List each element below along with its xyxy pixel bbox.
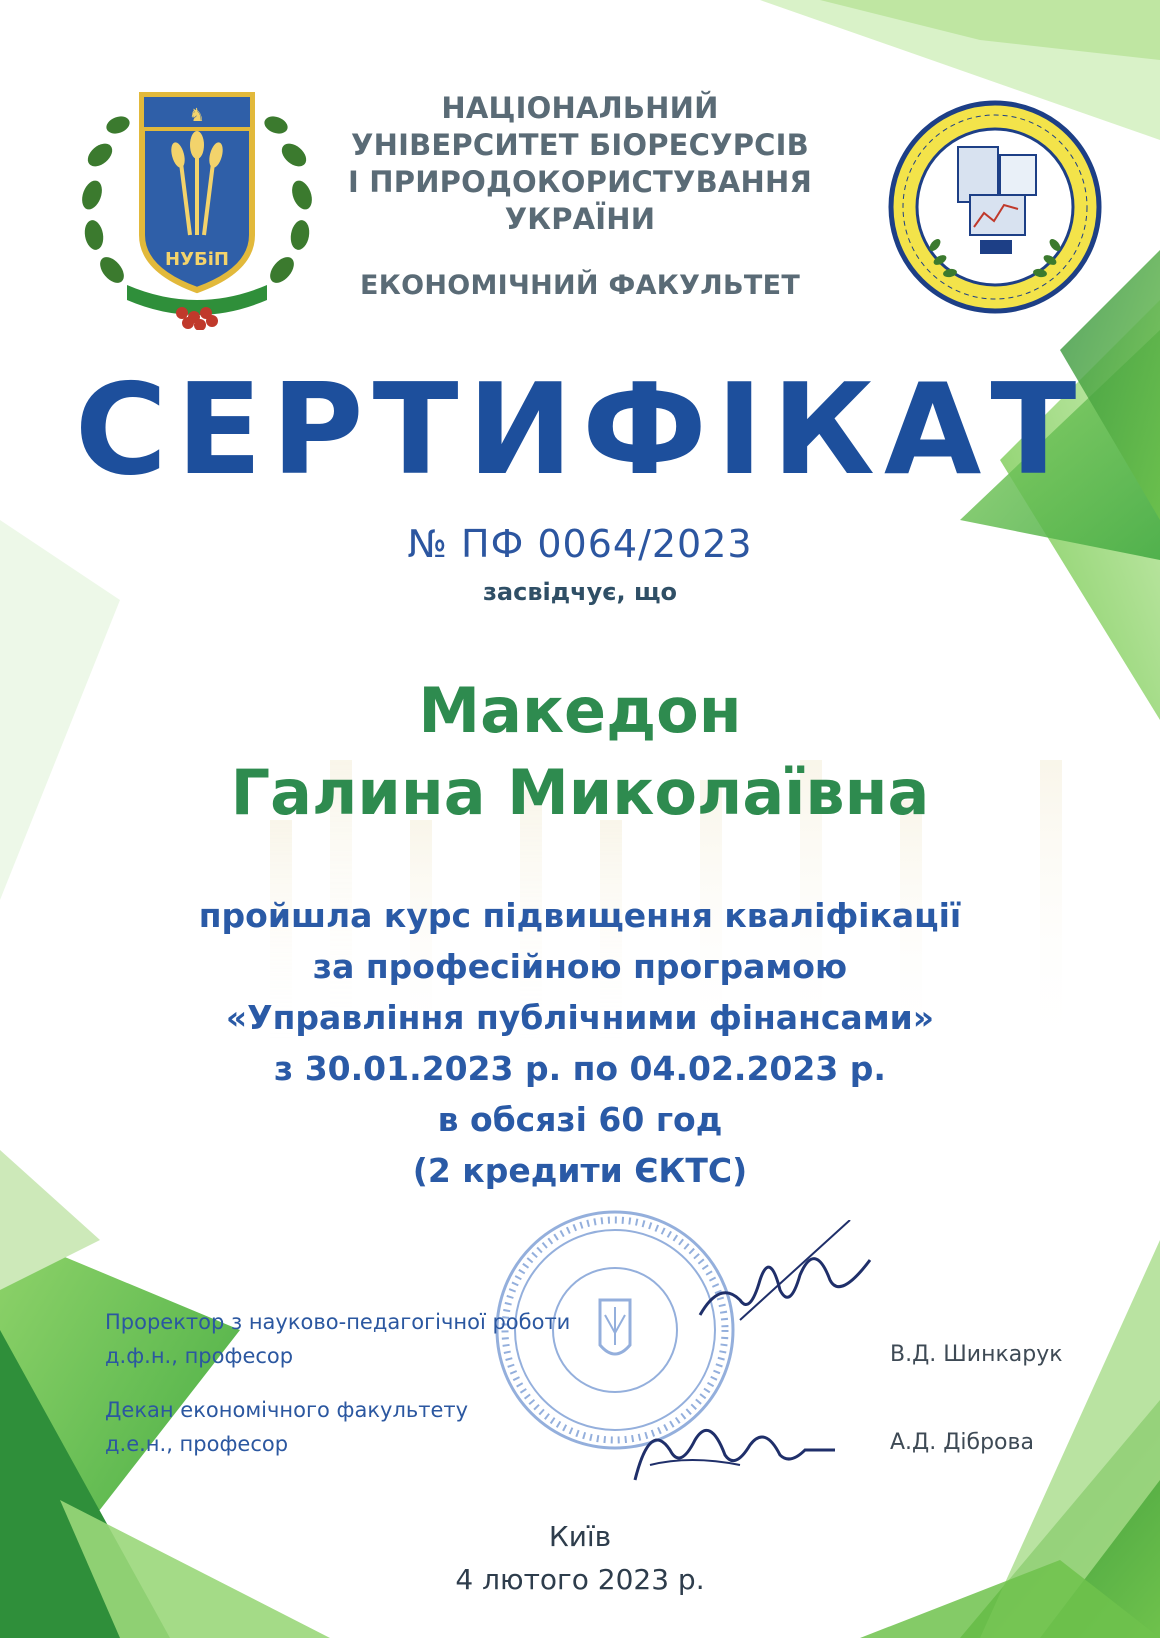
vice-rector-title: Проректор з науково-педагогічної роботи <box>105 1310 571 1334</box>
faculty-emblem-icon <box>880 95 1110 320</box>
university-line: НАЦІОНАЛЬНИЙ <box>441 91 719 125</box>
course-line: з 30.01.2023 р. по 04.02.2023 р. <box>274 1049 886 1088</box>
dean-name: А.Д. Діброва <box>890 1430 1034 1455</box>
recipient-surname: Македон <box>418 674 742 747</box>
dean-title: Декан економічного факультету <box>105 1398 469 1422</box>
course-description <box>0 890 1160 1196</box>
signature-dean <box>630 1410 840 1490</box>
signatory-titles <box>105 1305 570 1481</box>
faculty-name: ЕКОНОМІЧНИЙ ФАКУЛЬТЕТ <box>359 270 801 301</box>
signatory-names <box>890 1338 1063 1460</box>
recipient-given-names: Галина Миколаївна <box>230 756 930 829</box>
university-line: УКРАЇНИ <box>504 202 656 236</box>
university-line: І ПРИРОДОКОРИСТУВАННЯ <box>348 165 812 199</box>
university-name <box>300 90 860 238</box>
logo-abbreviation: НУБіП <box>165 249 229 270</box>
vice-rector-degree: д.ф.н., професор <box>105 1344 294 1368</box>
issue-date: 4 лютого 2023 р. <box>455 1563 705 1596</box>
certificate-title: СЕРТИФІКАТ <box>74 356 1086 503</box>
recipient-name <box>0 670 1160 834</box>
issue-city: Київ <box>548 1520 612 1553</box>
dean-degree: д.е.н., професор <box>105 1432 289 1456</box>
signature-vice-rector <box>680 1220 880 1330</box>
vice-rector-name: В.Д. Шинкарук <box>890 1342 1063 1367</box>
course-line: пройшла курс підвищення кваліфікації <box>198 896 962 935</box>
course-line: «Управління публічними фінансами» <box>225 998 935 1037</box>
issue-place-date <box>0 1515 1160 1601</box>
course-line: за професійною програмою <box>312 947 848 986</box>
certificate-number: № ПФ 0064/2023 <box>407 522 753 566</box>
course-line: в обсязі 60 год <box>437 1100 723 1139</box>
svg-text:♞: ♞ <box>188 105 206 126</box>
certifies-text: засвідчує, що <box>482 578 677 606</box>
university-line: УНІВЕРСИТЕТ БІОРЕСУРСІВ <box>351 128 809 162</box>
university-coat-of-arms-icon <box>72 85 322 330</box>
course-line: (2 кредити ЄКТС) <box>412 1151 748 1190</box>
